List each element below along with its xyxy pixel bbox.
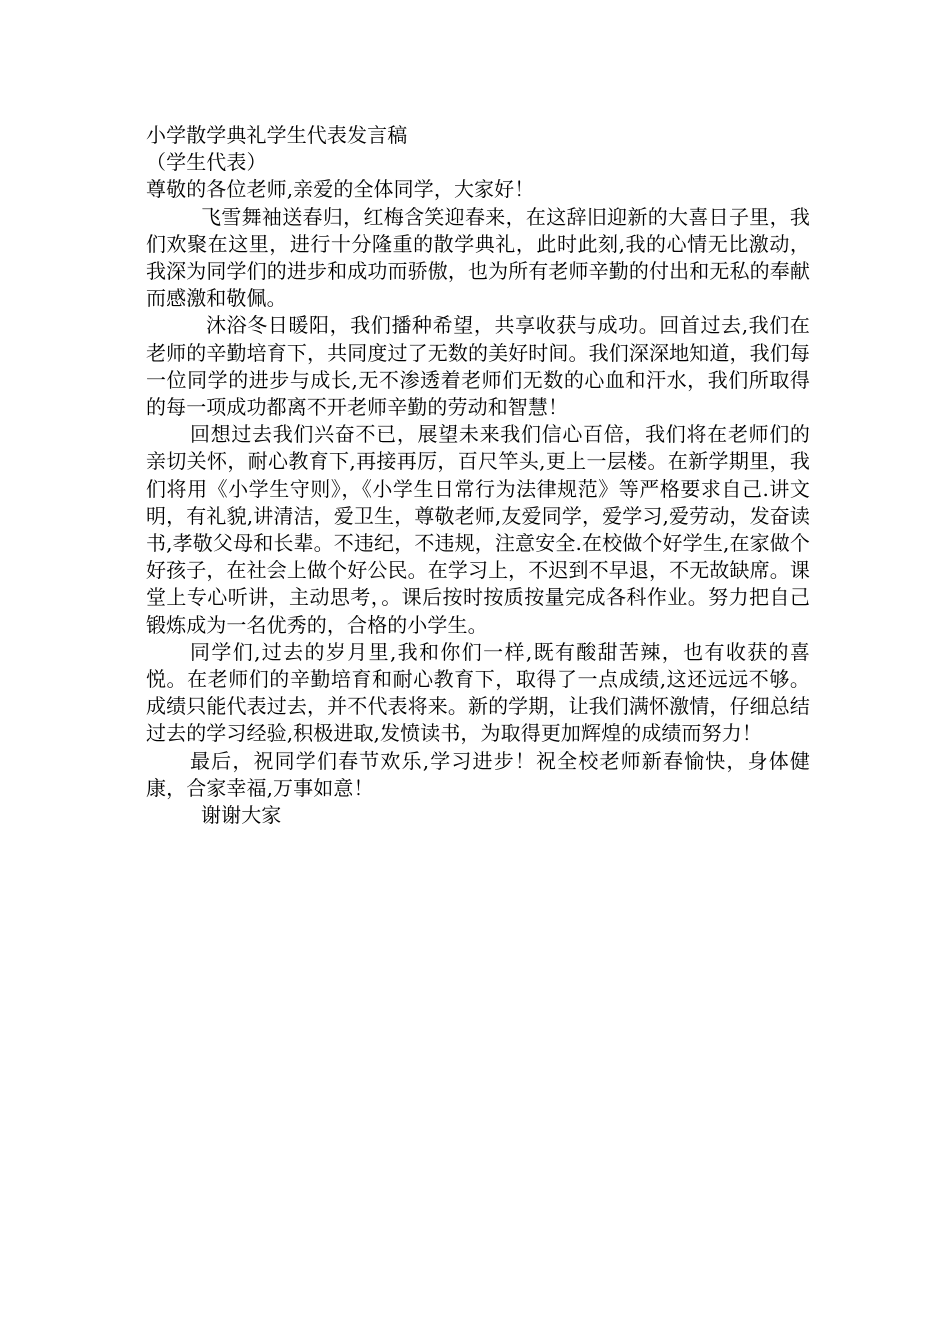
paragraph: 最后，祝同学们春节欢乐,学习进步！祝全校老师新春愉快，身体健康，合家幸福,万事如意！ (146, 748, 810, 800)
paragraph: 回想过去我们兴奋不已，展望未来我们信心百倍，我们将在老师们的亲切关怀，耐心教育下,再接再厉，百尺竿头,更上一层楼。在新学期里，我们将用《小学生守则》，《小学生日常行为法律规范》等严格要求自己.讲文明，有礼貌,讲清洁，爱卫生，尊敬老师,友爱同学，爱学习,爱劳动，发奋读书,孝敬父母和长辈。不违纪，不违规，注意安全.在校做个好学生,在家做个好孩子，在社会上做个好公民。在学习上，不迟到不早退，不无故缺席。课堂上专心听讲，主动思考，。课后按时按质按量完成各科作业。努力把自己锻炼成为一名优秀的，合格的小学生。 (146, 422, 810, 637)
document-body (146, 122, 810, 829)
paragraph: 同学们,过去的岁月里,我和你们一样,既有酸甜苦辣，也有收获的喜悦。在老师们的辛勤培育和耐心教育下，取得了一点成绩,这还远远不够。成绩只能代表过去，并不代表将来。新的学期，让我们满怀激情，仔细总结过去的学习经验,积极进取,发愤读书，为取得更加辉煌的成绩而努力！ (146, 639, 810, 746)
document-title: 小学散学典礼学生代表发言稿 (146, 123, 408, 147)
paragraph: 飞雪舞袖送春归，红梅含笑迎春来，在这辞旧迎新的大喜日子里，我们欢聚在这里，进行十分隆重的散学典礼，此时此刻,我的心情无比激动，我深为同学们的进步和成功而骄傲，也为所有老师辛勤的付出和无私的奉献而感激和敬佩。 (146, 204, 810, 311)
paragraph: 沐浴冬日暖阳，我们播种希望，共享收获与成功。回首过去,我们在老师的辛勤培育下，共同度过了无数的美好时间。我们深深地知道，我们每一位同学的进步与成长,无不渗透着老师们无数的心血和汗水，我们所取得的每一项成功都离不开老师辛勤的劳动和智慧！ (146, 313, 810, 420)
greeting: 尊敬的各位老师,亲爱的全体同学，大家好！ (146, 177, 535, 202)
closing-line: 谢谢大家 (201, 803, 282, 828)
speaker-label: （学生代表） (146, 150, 267, 175)
